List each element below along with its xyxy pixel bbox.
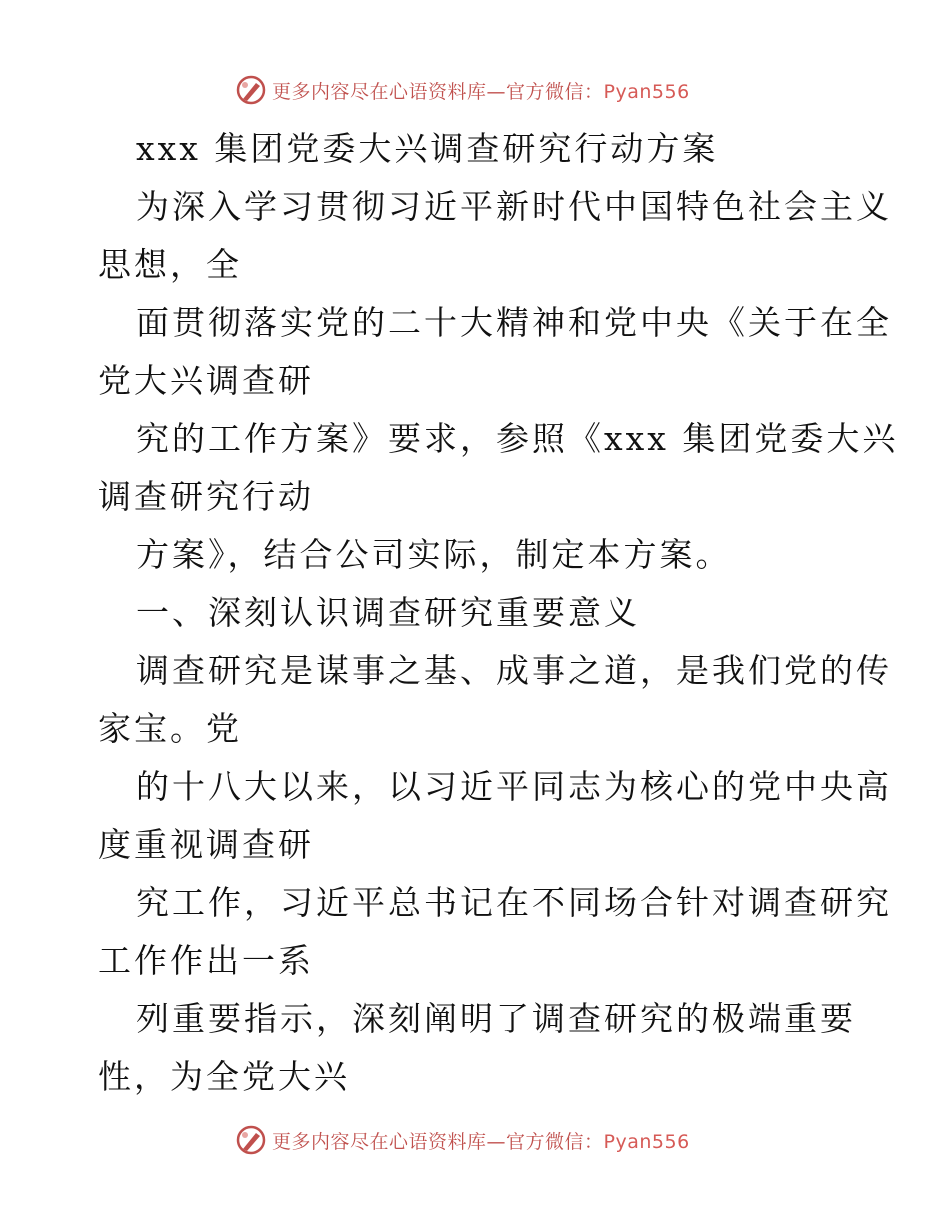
document-body bbox=[98, 120, 899, 1106]
text-line: 性，为全党大兴 bbox=[98, 1057, 350, 1096]
pen-logo-icon bbox=[234, 73, 268, 107]
text-line: 一、深刻认识调查研究重要意义 bbox=[136, 593, 640, 632]
text-line: 究的工作方案》要求，参照《xxx 集团党委大兴 bbox=[136, 419, 899, 458]
text-line: 工作作出一系 bbox=[98, 941, 314, 980]
text-line: 为深入学习贯彻习近平新时代中国特色社会主义 bbox=[136, 187, 892, 226]
text-line: 的十八大以来，以习近平同志为核心的党中央高 bbox=[136, 767, 892, 806]
text-line: 思想，全 bbox=[98, 245, 242, 284]
text-line: 调查研究是谋事之基、成事之道，是我们党的传 bbox=[136, 651, 892, 690]
footer-watermark bbox=[234, 1120, 754, 1160]
text-line: 究工作，习近平总书记在不同场合针对调查研究 bbox=[136, 883, 892, 922]
text-line: 度重视调查研 bbox=[98, 825, 314, 864]
text-line: 列重要指示，深刻阐明了调查研究的极端重要 bbox=[136, 999, 856, 1038]
watermark-text: 更多内容尽在心语资料库—官方微信：Pyan556 bbox=[272, 1130, 690, 1153]
pen-logo-icon bbox=[234, 1123, 268, 1157]
watermark-text: 更多内容尽在心语资料库—官方微信：Pyan556 bbox=[272, 80, 690, 103]
text-line: 家宝。党 bbox=[98, 709, 242, 748]
text-line: 方案》，结合公司实际，制定本方案。 bbox=[136, 535, 732, 574]
text-line: 面贯彻落实党的二十大精神和党中央《关于在全 bbox=[136, 303, 892, 342]
header-watermark bbox=[234, 70, 754, 110]
text-line: 党大兴调查研 bbox=[98, 361, 314, 400]
text-line: 调查研究行动 bbox=[98, 477, 314, 516]
text-line: xxx 集团党委大兴调查研究行动方案 bbox=[136, 129, 719, 168]
